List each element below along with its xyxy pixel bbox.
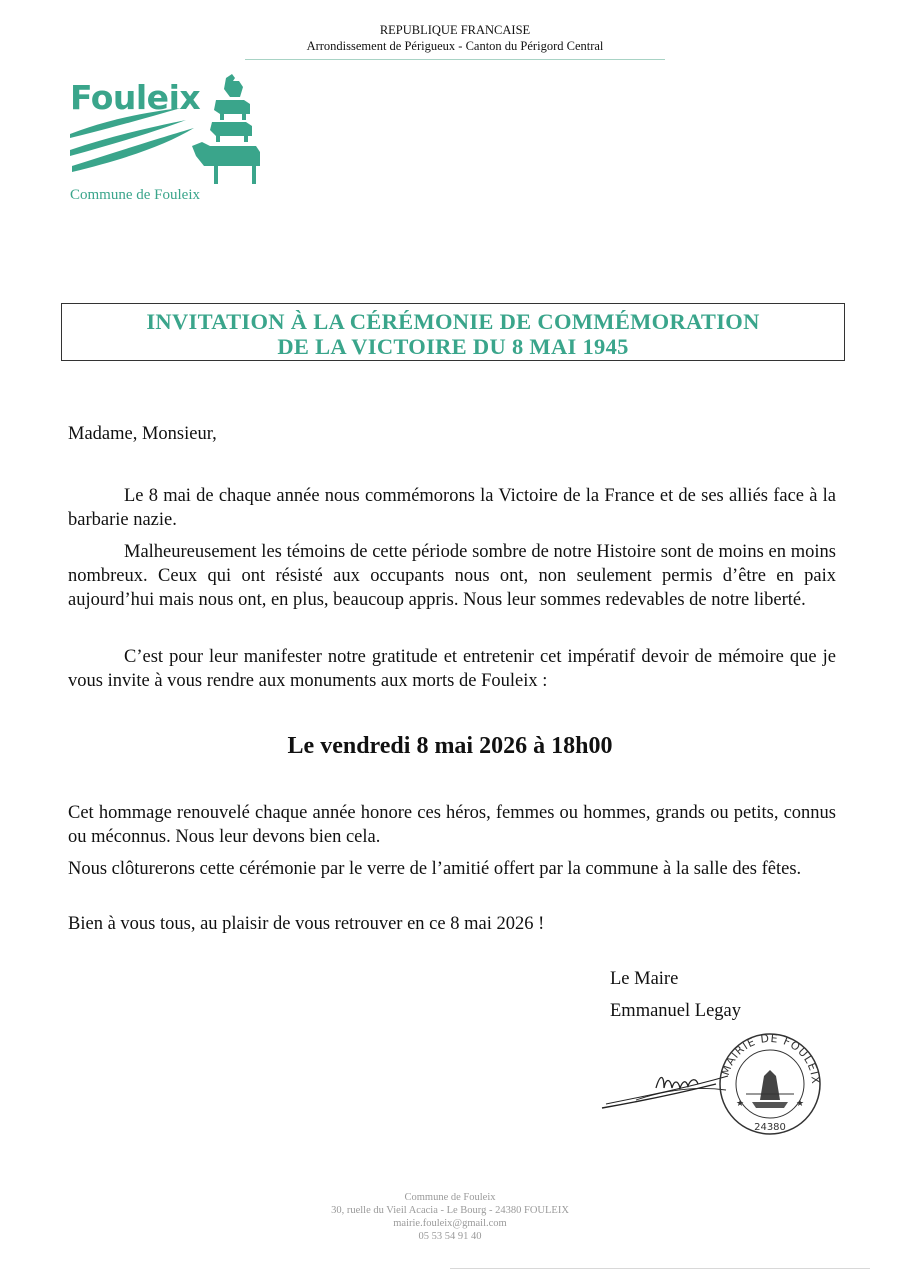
- title-line-1: INVITATION À LA CÉRÉMONIE DE COMMÉMORATION: [146, 309, 760, 334]
- commune-logo-subtitle: Commune de Fouleix: [70, 187, 200, 203]
- paragraph-4: Cet hommage renouvelé chaque année honore ces héros, femmes ou hommes, grands ou petits, connus ou méconnus. Nous leur devons bien cela.: [68, 803, 836, 847]
- paragraph-3: C’est pour leur manifester notre gratitude et entretenir cet impératif devoir de mémoire que je vous invite à vous rendre aux monuments aux morts de Fouleix :: [68, 647, 836, 691]
- title-line-2: DE LA VICTOIRE DU 8 MAI 1945: [277, 334, 629, 359]
- footer-commune: Commune de Fouleix: [404, 1192, 496, 1203]
- seal-text: MAIRIE DE FOULEIX: [718, 1031, 823, 1086]
- footer: [0, 1191, 900, 1243]
- header-divider: [245, 59, 665, 60]
- invitation-title-box: [61, 303, 845, 361]
- seal-code: 24380: [754, 1122, 786, 1133]
- paragraph-2: Malheureusement les témoins de cette période sombre de notre Histoire sont de moins en moins nombreux. Ceux qui ont résisté aux occupants nous ont, non seulement permis d’être en paix aujourd’hui mais nous ont, en plus, beaucoup appris. Nous leur sommes redevables de notre liberté.: [68, 542, 836, 610]
- footer-address: 30, ruelle du Vieil Acacia - Le Bourg - 24380 FOULEIX: [331, 1205, 569, 1216]
- signatory-name: Emmanuel Legay: [610, 1001, 741, 1021]
- signature-and-seal-icon: [596, 1030, 826, 1140]
- svg-text:★: ★: [796, 1098, 805, 1108]
- footer-phone: 05 53 54 91 40: [418, 1231, 482, 1242]
- svg-text:★: ★: [736, 1098, 745, 1108]
- paragraph-1: Le 8 mai de chaque année nous commémorons la Victoire de la France et de ses alliés face à la barbarie nazie.: [68, 486, 836, 530]
- letterhead: [245, 22, 665, 54]
- paragraph-5: Nous clôturerons cette cérémonie par le verre de l’amitié offert par la commune à la salle des fêtes.: [68, 859, 802, 879]
- ceremony-date: Le vendredi 8 mai 2026 à 18h00: [287, 733, 613, 759]
- republic-label: REPUBLIQUE FRANCAISE: [379, 23, 531, 37]
- footer-divider: [450, 1268, 870, 1269]
- footer-email: mairie.fouleix@gmail.com: [393, 1218, 507, 1229]
- paragraph-6: Bien à vous tous, au plaisir de vous retrouver en ce 8 mai 2026 !: [68, 914, 545, 934]
- signatory-role: Le Maire: [610, 969, 679, 989]
- arrondissement-label: Arrondissement de Périgueux - Canton du Périgord Central: [306, 39, 604, 53]
- commune-logo-wordmark: Fouleix: [70, 78, 201, 117]
- greeting: Madame, Monsieur,: [68, 424, 217, 444]
